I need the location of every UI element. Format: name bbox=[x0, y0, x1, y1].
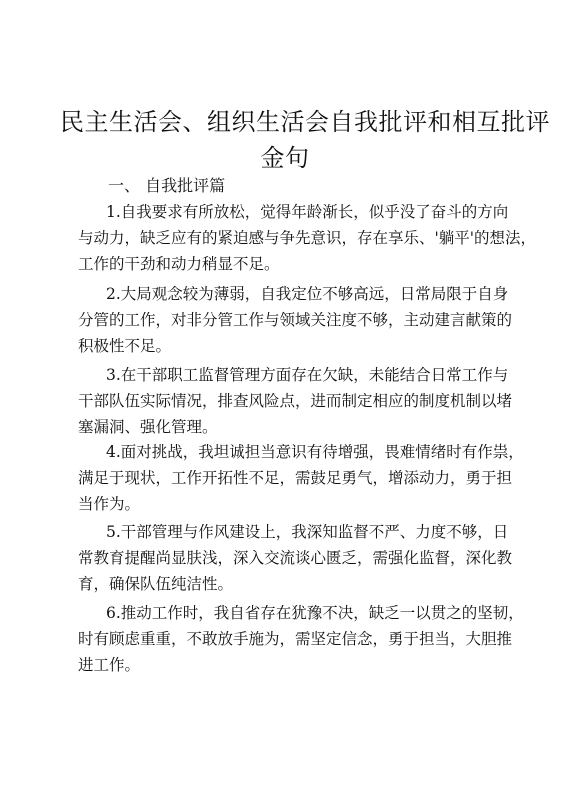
paragraph-line: 当作为。 bbox=[78, 495, 141, 513]
paragraph-line: 常教育提醒尚显肤浅，深入交流谈心匮乏，需强化监督，深化教 bbox=[78, 549, 513, 567]
section-heading: 一、 自我批评篇 bbox=[108, 176, 226, 195]
document-title bbox=[60, 104, 550, 176]
paragraph-line: 进工作。 bbox=[78, 656, 141, 674]
paragraph-2 bbox=[78, 281, 513, 359]
paragraph-5 bbox=[78, 519, 513, 597]
paragraph-line: 6.推动工作时，我自省存在犹豫不决，缺乏一以贯之的坚韧， bbox=[106, 604, 524, 622]
paragraph-line: 积极性不足。 bbox=[78, 337, 172, 355]
title-line-2: 金句 bbox=[260, 144, 310, 172]
title-line-1: 民主生活会、组织生活会自我批评和相互批评 bbox=[60, 108, 550, 136]
paragraph-line: 5.干部管理与作风建设上，我深知监督不严、力度不够，日 bbox=[106, 523, 509, 541]
paragraph-line: 2.大局观念较为薄弱，自我定位不够高远，日常局限于自身 bbox=[106, 285, 509, 303]
paragraph-1 bbox=[78, 199, 537, 277]
paragraph-line: 塞漏洞、强化管理。 bbox=[78, 418, 218, 436]
paragraph-6 bbox=[78, 600, 524, 678]
paragraph-line: 工作的干劲和动力稍显不足。 bbox=[78, 255, 280, 273]
paragraph-line: 与动力，缺乏应有的紧迫感与争先意识，存在享乐、'躺平'的想法， bbox=[78, 229, 537, 247]
paragraph-line: 分管的工作，对非分管工作与领域关注度不够，主动建言献策的 bbox=[78, 311, 513, 329]
paragraph-3 bbox=[78, 362, 513, 440]
paragraph-line: 3.在干部职工监督管理方面存在欠缺，未能结合日常工作与 bbox=[106, 366, 509, 384]
paragraph-line: 满足于现状，工作开拓性不足，需鼓足勇气，增添动力，勇于担 bbox=[78, 469, 513, 487]
paragraph-line: 干部队伍实际情况，排查风险点，进而制定相应的制度机制以堵 bbox=[78, 392, 513, 410]
paragraph-4 bbox=[78, 439, 524, 517]
paragraph-line: 育，确保队伍纯洁性。 bbox=[78, 575, 234, 593]
paragraph-line: 1.自我要求有所放松，觉得年龄渐长，似乎没了奋斗的方向 bbox=[106, 203, 509, 221]
paragraph-line: 4.面对挑战，我坦诚担当意识有待增强，畏难情绪时有作祟， bbox=[106, 443, 524, 461]
paragraph-line: 时有顾虑重重，不敢放手施为，需坚定信念，勇于担当，大胆推 bbox=[78, 630, 513, 648]
